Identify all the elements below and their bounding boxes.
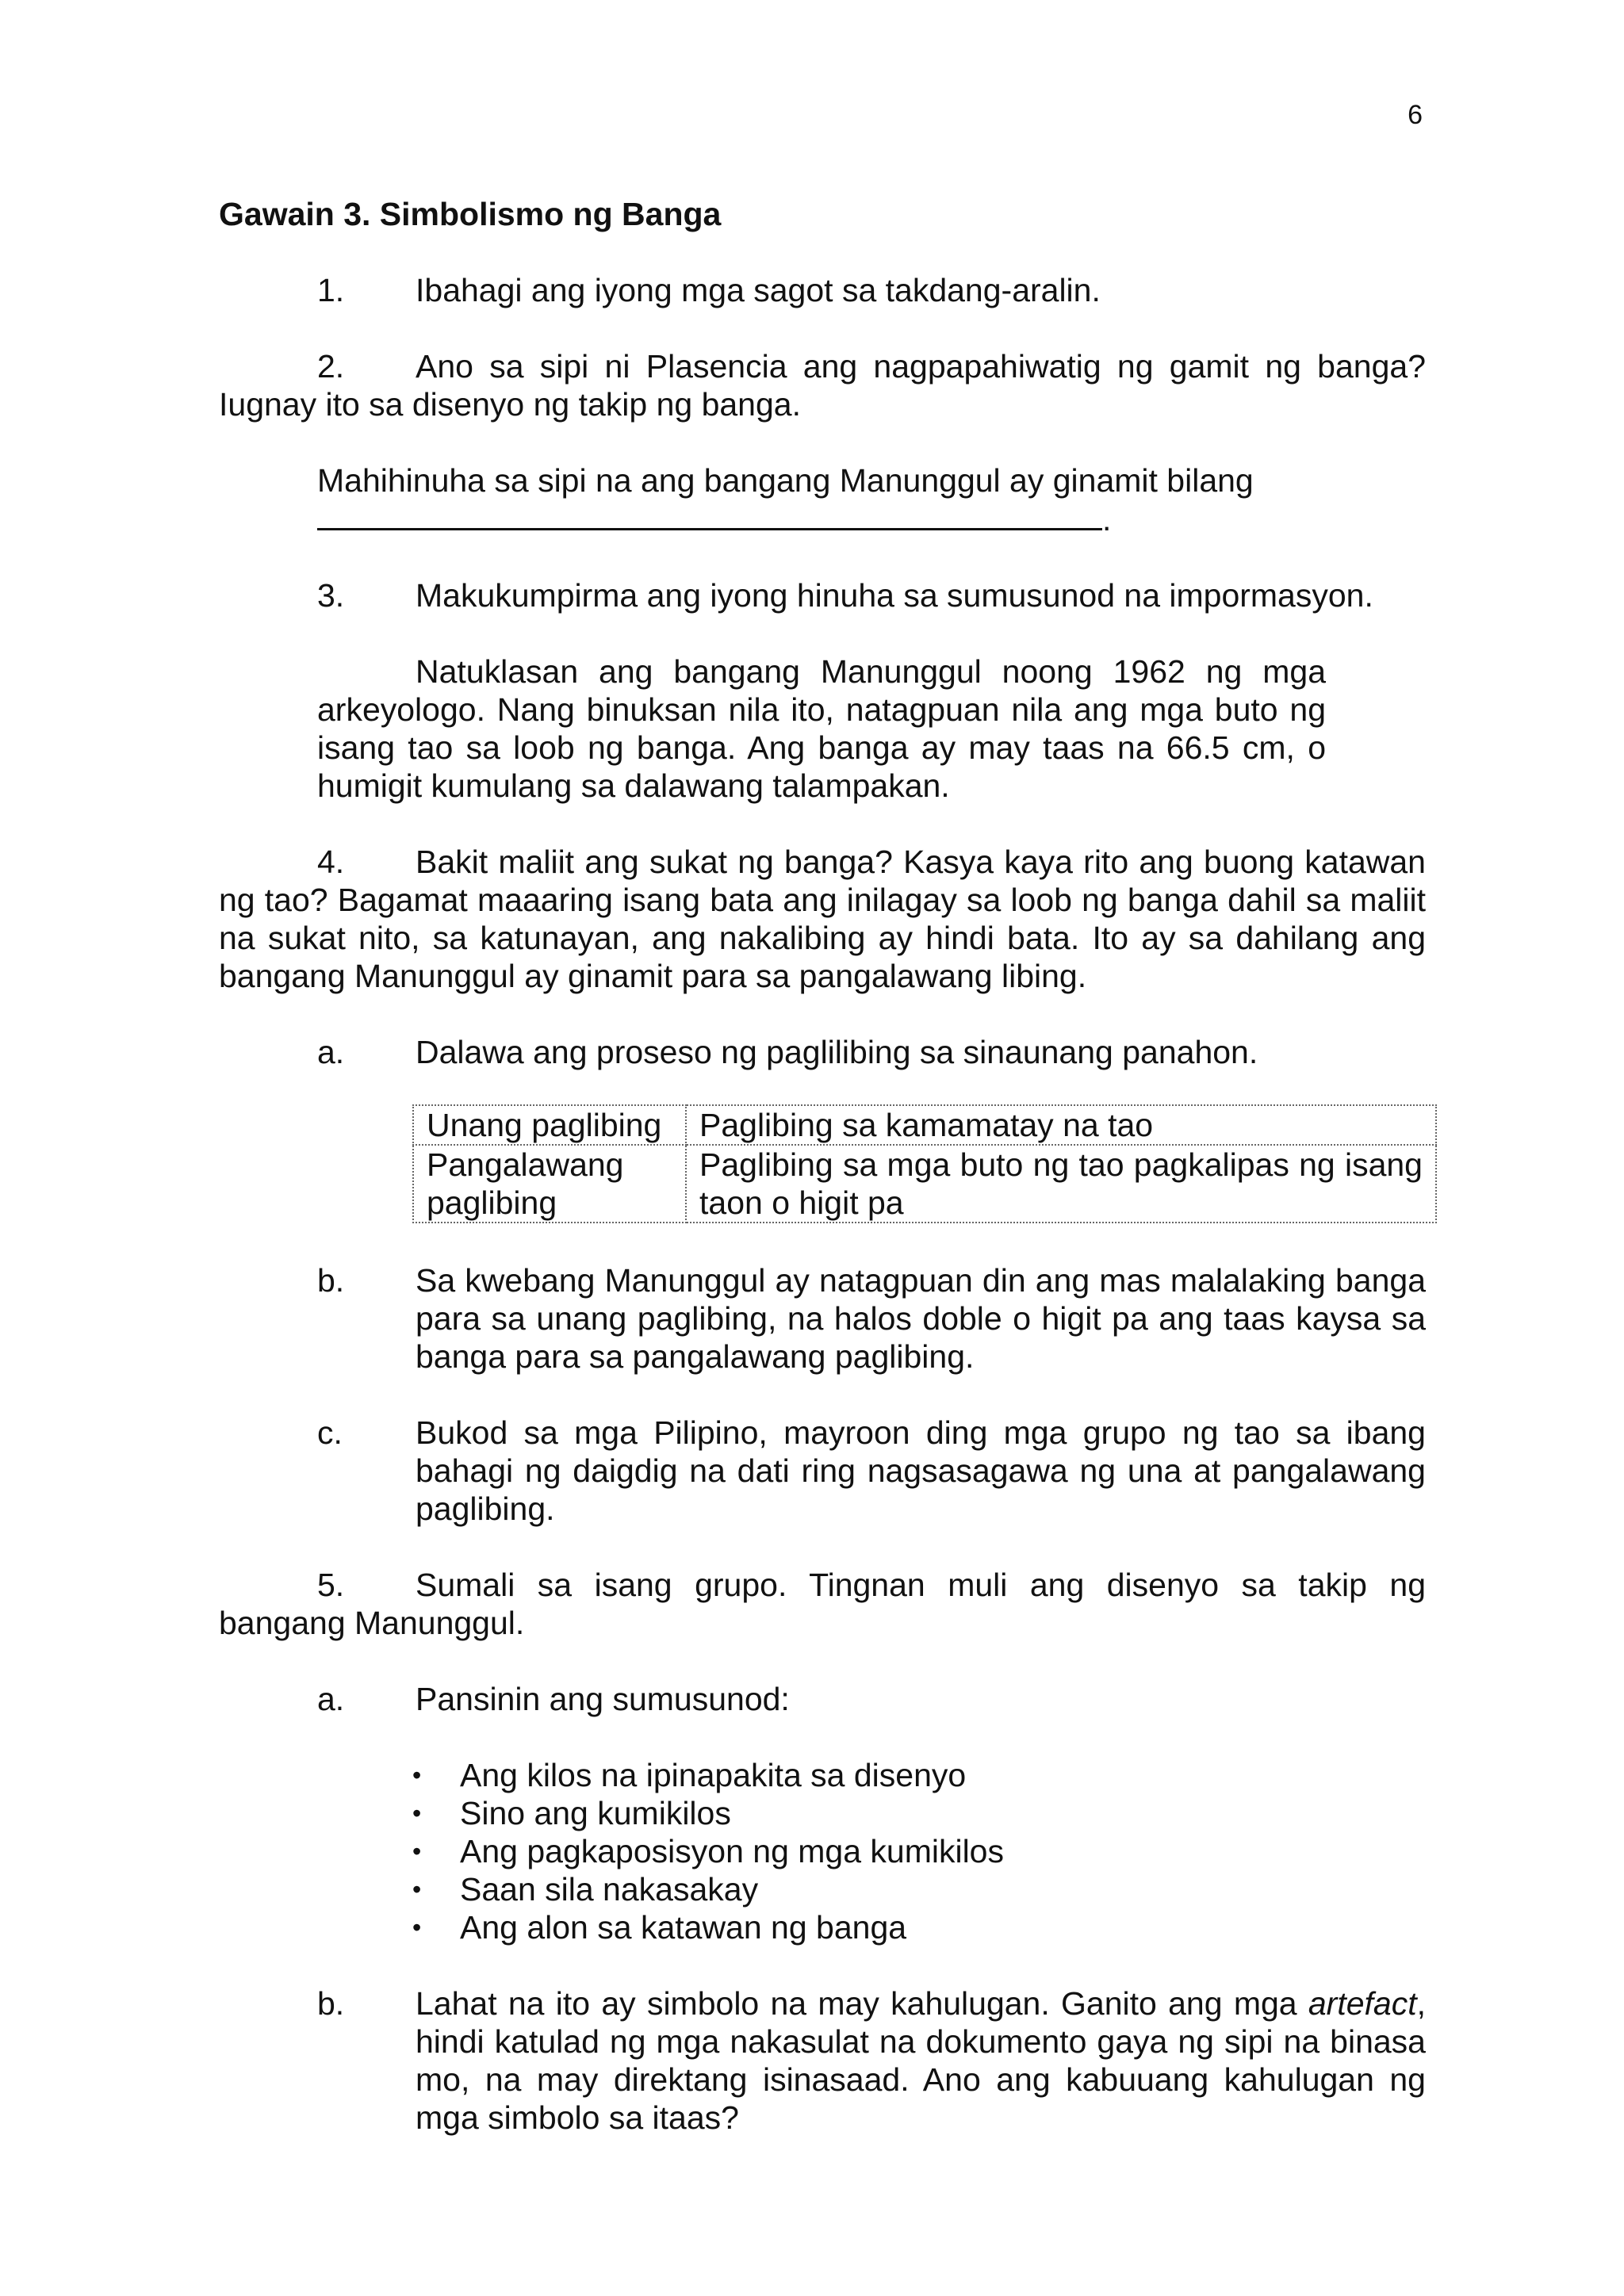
question-3 (219, 576, 1426, 614)
question-text: Ano sa sipi ni Plasencia ang nagpapahiwatig ng gamit ng banga? Iugnay ito sa disenyo ng takip ng banga. (219, 348, 1426, 423)
list-item (412, 1870, 1426, 1908)
bullet-icon: • (412, 1875, 422, 1904)
table-row (413, 1105, 1436, 1145)
question-number: 5. (317, 1567, 345, 1603)
item-text: Dalawa ang proseso ng paglilibing sa sinaunang panahon. (416, 1034, 1258, 1070)
list-item-text: Saan sila nakasakay (460, 1871, 759, 1908)
bullet-icon: • (412, 1913, 422, 1942)
question-number: 1. (317, 272, 345, 308)
bullet-icon: • (412, 1761, 422, 1789)
list-item-text: Ang kilos na ipinapakita sa disenyo (460, 1757, 967, 1793)
item-text-before: Lahat na ito ay simbolo na may kahulugan. Ganito ang mga (416, 1985, 1308, 2022)
item-marker: c. (317, 1414, 343, 1451)
list-item (412, 1756, 1426, 1794)
list-item (412, 1794, 1426, 1832)
document-body (219, 195, 1426, 2175)
observation-list (412, 1756, 1426, 1946)
fill-in-period: . (1102, 501, 1112, 538)
sub-item-4c (317, 1414, 1426, 1528)
item-marker: b. (317, 1985, 345, 2022)
sub-item-5b (317, 1984, 1426, 2137)
item-marker: b. (317, 1262, 345, 1299)
list-item-text: Ang pagkaposisyon ng mga kumikilos (460, 1833, 1004, 1869)
burial-process-table (412, 1104, 1437, 1223)
item-text-after: , hindi katulad ng mga nakasulat na dokumento gaya ng sipi na binasa mo, na may direktang isinasaad. Ano ang kabuuang kahulugan ng mga simbolo sa itaas? (416, 1985, 1426, 2136)
item-marker: a. (317, 1034, 345, 1070)
table-row (413, 1145, 1436, 1223)
sub-item-4a (317, 1033, 1426, 1071)
sub-item-4b (317, 1261, 1426, 1376)
activity-heading: Gawain 3. Simbolismo ng Banga (219, 196, 722, 232)
item-text: Sa kwebang Manunggul ay natagpuan din ang mas malalaking banga para sa unang paglibing, na halos doble o higit pa ang taas kaysa sa banga para sa pangalawang paglibing. (416, 1262, 1426, 1375)
table-cell-term: Unang paglibing (413, 1105, 686, 1145)
question-4 (219, 843, 1426, 995)
answer-blank-line (317, 499, 1102, 530)
item-text: Pansinin ang sumusunod: (416, 1681, 790, 1717)
question-5 (219, 1566, 1426, 1642)
question-2 (219, 347, 1426, 423)
page-number: 6 (1408, 100, 1423, 130)
information-passage: Natuklasan ang bangang Manunggul noong 1962 ng mga arkeyologo. Nang binuksan nila ito, natagpuan nila ang mga buto ng isang tao sa loob ng banga. Ang banga ay may taas na 66.5 cm, o humigit kumulang sa dalawang talampakan. (317, 653, 1326, 804)
item-text (416, 1984, 1426, 2137)
item-text: Bukod sa mga Pilipino, mayroon ding mga grupo ng tao sa ibang bahagi ng daigdig na dati ring nagsasagawa ng una at pangalawang paglibing. (416, 1414, 1426, 1527)
question-number: 4. (317, 844, 345, 880)
sub-item-5a (317, 1680, 1426, 1718)
question-number: 3. (317, 577, 345, 614)
table-cell-definition: Paglibing sa kamamatay na tao (686, 1105, 1436, 1145)
bullet-icon: • (412, 1837, 422, 1866)
question-text: Bakit maliit ang sukat ng banga? Kasya kaya rito ang buong katawan ng tao? Bagamat maaaring isang bata ang inilagay sa loob ng banga dahil sa maliit na sukat nito, sa katunayan, ang nakalibing ay hindi bata. Ito ay sa dahilang ang bangang Manunggul ay ginamit para sa pangalawang libing. (219, 844, 1426, 994)
item-marker: a. (317, 1681, 345, 1717)
question-text: Sumali sa isang grupo. Tingnan muli ang disenyo sa takip ng bangang Manunggul. (219, 1567, 1426, 1641)
list-item-text: Sino ang kumikilos (460, 1795, 731, 1831)
list-item (412, 1832, 1426, 1870)
bullet-icon: • (412, 1799, 422, 1827)
list-item-text: Ang alon sa katawan ng banga (460, 1909, 907, 1946)
table-cell-term: Pangalawang paglibing (413, 1145, 686, 1223)
fill-in-sentence (317, 461, 1426, 538)
question-text: Makukumpirma ang iyong hinuha sa sumusunod na impormasyon. (416, 577, 1373, 614)
item-text-italic: artefact (1308, 1985, 1417, 2022)
question-number: 2. (317, 348, 345, 385)
question-text: Ibahagi ang iyong mga sagot sa takdang-aralin. (416, 272, 1101, 308)
fill-in-text: Mahihinuha sa sipi na ang bangang Manunggul ay ginamit bilang (317, 462, 1254, 499)
question-1 (219, 271, 1426, 309)
table-cell-definition: Paglibing sa mga buto ng tao pagkalipas ng isang taon o higit pa (686, 1145, 1436, 1223)
list-item (412, 1908, 1426, 1946)
